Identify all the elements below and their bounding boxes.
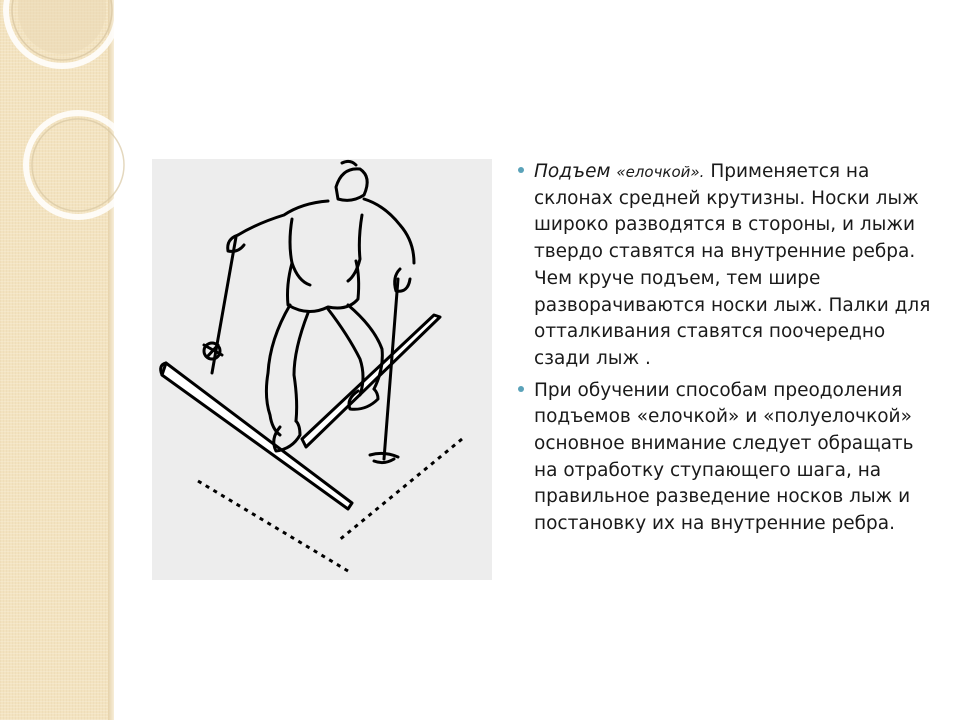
bullet-item-herringbone [518, 159, 933, 373]
skier-illustration [152, 159, 492, 580]
bullet-text: При обучении способам преодоления подъемов «елочкой» и «полуелочкой» основное внимание следует обращать на отработку ступающего шага, на правильное разведение носков лыж и постановку их на внутренние ребра. [534, 379, 914, 535]
bullet-dot-icon [518, 167, 524, 173]
bullet-dot-icon [518, 386, 524, 392]
skier-herringbone-drawing [152, 159, 492, 580]
bullet-list [518, 159, 933, 538]
slide-text [518, 159, 933, 543]
bullet-italic-lead: Подъем [534, 161, 617, 182]
bullet-item-training [518, 378, 933, 538]
bullet-text: Применяется на склонах средней крутизны. Носки лыж широко разводятся в стороны, и лыжи твердо ставятся на внутренние ребра. Чем круче подъем, тем шире разворачиваются носки лыж. Палки для отталкивания ставятся поочередно сзади лыж . [534, 161, 931, 369]
bullet-italic-quote: «елочкой». [616, 163, 705, 181]
